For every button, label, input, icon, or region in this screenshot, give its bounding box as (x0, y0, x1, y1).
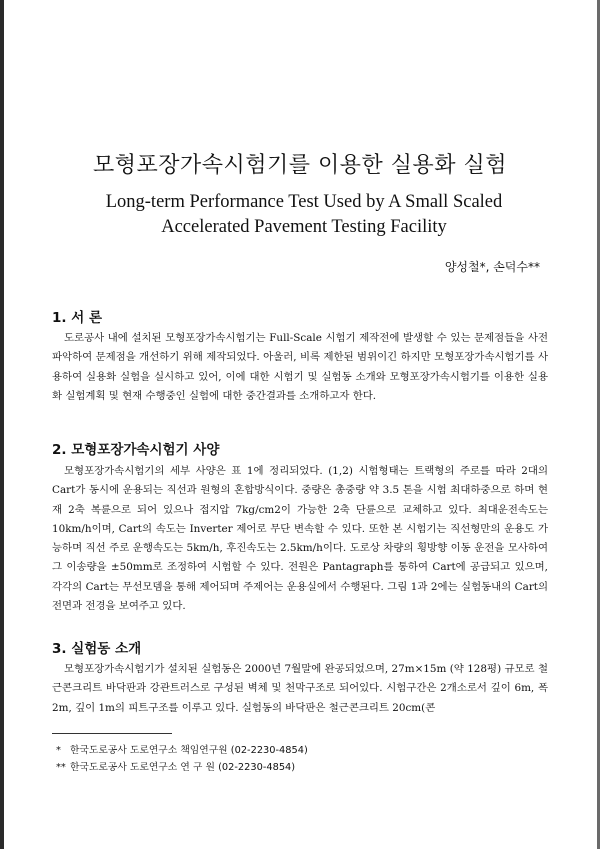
footnote-1-mark: * (56, 745, 61, 756)
footnote-1-text: 한국도로공사 도로연구소 책임연구원 (02-2230-4854) (70, 745, 308, 756)
section-body-test-building: 모형포장가속시험기가 설치된 실험동은 2000년 7월말에 완공되었으며, 27m×15m (약 128평) 규모로 철근콘크리트 바닥판과 강관트러스로 구성된 벽체 및 천막구조로 되어있다. 시험구간은 2개소로서 깊이 6m, 폭 2m, 깊이 1m의 피트구조를 이루고 있다. 실험동의 바닥판은 철근콘크리트 20cm(콘 (52, 663, 548, 714)
footnote-1 (56, 742, 308, 759)
section-body-introduction: 도로공사 내에 설치된 모형포장가속시험기는 Full-Scale 시험기 제작전에 발생할 수 있는 문제점들을 사전 파악하여 문제점을 개선하기 위해 제작되었다. 아울러, 비록 제한된 범위이긴 하지만 모형포장가속시험기를 사용하여 실용화 실험을 실시하고 있어, 이에 대한 시험기 및 실험동 소개와 모형포장가속시험기를 이용한 실용화 실험계획 및 현재 수행중인 실험에 대한 중간결과를 소개하고자 한다. (52, 332, 548, 402)
english-title: Long-term Performance Test Used by A Small Scaled Accelerated Pavement Testing Facility (105, 192, 503, 237)
authors: 양성철*, 손덕수** (444, 260, 540, 274)
scan-edge-left (0, 0, 4, 849)
section-body-specification: 모형포장가속시험기의 세부 사양은 표 1에 정리되었다. (1,2) 시험형태는 트랙형의 주로를 따라 2대의 Cart가 동시에 운용되는 직선과 원형의 혼합방식이다. 중량은 총중량 약 3.5 톤을 시험 최대하중으로 하며 현재 2축 복륜으로 되어 있으나 접지압 7kg/cm2이 가능한 2축 단륜으로 교체하고 있다. 최대운전속도는 10km/h이며, Cart의 속도는 Inverter 제어로 무단 변속할 수 있다. 또한 본 시험기는 직선형만의 운용도 가능하며 직선 주로 운행속도는 5km/h, 후진속도는 2.5km/h이다. 도로상 차량의 횡방향 이동 운전을 모사하여 그 이송량을 ±50mm로 조정하여 시험할 수 있다. 전원은 Pantagraph를 통하여 Cart에 공급되고 있으며, 각각의 Cart는 무선모뎀을 통해 제어되며 주제어는 운용실에서 수행된다. 그림 1과 2에는 실험동내의 Cart의 전면과 전경을 보여주고 있다. (52, 465, 548, 613)
footnote-2 (56, 759, 295, 776)
footnote-2-text: 한국도로공사 도로연구소 연 구 원 (02-2230-4854) (70, 762, 296, 773)
section-heading-test-building: 3. 실험동 소개 (52, 641, 142, 657)
section-heading-introduction: 1. 서 론 (52, 310, 103, 326)
section-heading-specification: 2. 모형포장가속시험기 사양 (52, 442, 220, 458)
korean-title: 모형포장가속시험기를 이용한 실용화 실험 (92, 153, 508, 178)
footnote-2-mark: ** (56, 762, 66, 773)
footnote-divider (52, 733, 172, 734)
